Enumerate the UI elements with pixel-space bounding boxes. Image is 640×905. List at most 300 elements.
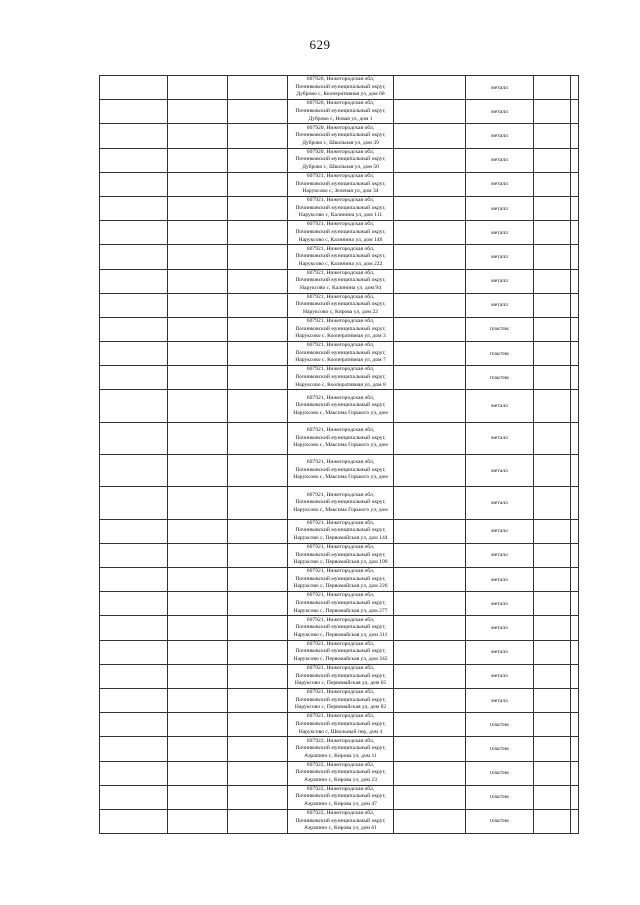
empty-cell [534,76,571,100]
address-line: 607921, Нижегородская обл, [306,342,375,349]
address-line: Починковский муниципальный округ, [295,599,386,606]
empty-cell [168,317,228,341]
address-line: Азрапино с, Кирова ул, дом 11 [304,752,377,759]
table-row [100,390,579,422]
empty-cell [534,342,571,366]
table-row [100,245,579,269]
address-line: Наруксово с, Первомайская ул, дом 277 [293,607,388,614]
address-line: Наруксово с, Кирова ул, дом 22 [303,309,378,316]
address-line: Азрапино с, Кирова ул, дом 61 [304,825,377,832]
address-line: Починковский муниципальный округ, [295,325,386,332]
empty-cell [100,640,168,664]
address-line: Починковский муниципальный округ, [295,551,386,558]
empty-cell [394,342,466,366]
empty-cell [534,616,571,640]
address-cell [288,76,394,100]
empty-cell [228,76,288,100]
registry-body [100,76,579,834]
empty-cell [228,124,288,148]
address-line: Починковский муниципальный округ, [295,793,386,800]
empty-cell [100,172,168,196]
empty-cell [571,342,579,366]
empty-cell [100,148,168,172]
material-cell: металл [466,196,534,220]
material-cell: металл [466,616,534,640]
material-cell: пластик [466,761,534,785]
empty-cell [394,640,466,664]
empty-cell [534,519,571,543]
table-row [100,196,579,220]
address-line: Починковский муниципальный округ, [295,374,386,381]
table-row [100,366,579,390]
address-line: Наруксово с, Первомайская ул, дом 65 [294,680,387,687]
empty-cell [100,455,168,487]
address-line: Починковский муниципальный округ, [295,180,386,187]
table-row [100,543,579,567]
address-line: Починковский муниципальный округ, [295,817,386,824]
empty-cell [394,713,466,737]
address-line: Наруксово с, Кооперативная ул, дом 3 [295,333,386,340]
empty-cell [571,568,579,592]
empty-cell [168,592,228,616]
empty-cell [228,809,288,833]
material-cell: металл [466,172,534,196]
empty-cell [100,713,168,737]
address-cell [288,390,394,422]
empty-cell [168,664,228,688]
empty-cell [571,317,579,341]
empty-cell [534,422,571,454]
empty-cell [394,688,466,712]
empty-cell [394,737,466,761]
address-line: 607921, Нижегородская обл, [306,197,375,204]
empty-cell [100,342,168,366]
empty-cell [100,543,168,567]
address-cell [288,293,394,317]
material-cell: металл [466,124,534,148]
address-line: Починковский муниципальный округ, [295,277,386,284]
empty-cell [534,737,571,761]
empty-cell [100,785,168,809]
material-cell: металл [466,568,534,592]
empty-cell [394,366,466,390]
table-row [100,640,579,664]
empty-cell [228,519,288,543]
table-row [100,592,579,616]
address-cell [288,422,394,454]
empty-cell [100,664,168,688]
table-row [100,809,579,833]
empty-cell [571,455,579,487]
address-line: 607922, Нижегородская обл, [306,737,375,744]
empty-cell [168,640,228,664]
empty-cell [100,616,168,640]
table-row [100,455,579,487]
empty-cell [394,487,466,519]
empty-cell [228,664,288,688]
table-row [100,519,579,543]
empty-cell [100,390,168,422]
address-cell [288,737,394,761]
address-line: Наруксово с, Первомайская ул, дом 226 [293,583,388,590]
empty-cell [534,592,571,616]
material-cell: металл [466,592,534,616]
empty-cell [168,196,228,220]
empty-cell [100,221,168,245]
empty-cell [394,664,466,688]
empty-cell [571,172,579,196]
address-line: Дуброво с, Новая ул, дом 1 [308,115,373,122]
address-cell [288,487,394,519]
empty-cell [394,317,466,341]
address-line: Дуброво с, Школьная ул, дом 39 [302,139,379,146]
address-cell [288,124,394,148]
empty-cell [168,616,228,640]
address-cell [288,172,394,196]
table-row [100,785,579,809]
address-line: 607921, Нижегородская обл, [306,245,375,252]
address-line: 607922, Нижегородская обл, [306,785,375,792]
table-row [100,487,579,519]
empty-cell [228,245,288,269]
address-line: Починковский муниципальный округ, [295,769,386,776]
material-cell: металл [466,664,534,688]
address-line: Починковский муниципальный округ, [295,402,386,409]
address-line: Починковский муниципальный округ, [295,466,386,473]
address-line: Наруксово с, Калинина ул, дом 222 [298,260,383,267]
address-line: Починковский муниципальный округ, [295,132,386,139]
address-line: Наруксово с, Кооперативная ул, дом 8 [295,381,386,388]
empty-cell [571,245,579,269]
table-row [100,148,579,172]
table-row [100,664,579,688]
empty-cell [394,455,466,487]
empty-cell [228,269,288,293]
empty-cell [228,422,288,454]
empty-cell [228,713,288,737]
address-line: 607920, Нижегородская обл, [306,124,375,131]
empty-cell [168,543,228,567]
empty-cell [100,737,168,761]
empty-cell [100,592,168,616]
address-line: Починковский муниципальный округ, [295,301,386,308]
address-cell [288,761,394,785]
address-line: Наруксово с, Максима Горького ул, дом [293,409,388,416]
address-line: Наруксово с, Калинина ул, дом 146 [298,236,383,243]
empty-cell [394,592,466,616]
table-row [100,713,579,737]
empty-cell [168,293,228,317]
material-cell: металл [466,519,534,543]
material-cell: металл [466,221,534,245]
empty-cell [100,76,168,100]
address-line: 607920, Нижегородская обл, [306,100,375,107]
empty-cell [100,124,168,148]
table-row [100,342,579,366]
empty-cell [534,366,571,390]
table-row [100,737,579,761]
empty-cell [228,221,288,245]
material-cell: металл [466,455,534,487]
table-row [100,269,579,293]
empty-cell [228,640,288,664]
empty-cell [571,366,579,390]
empty-cell [100,196,168,220]
empty-cell [100,293,168,317]
empty-cell [394,148,466,172]
address-line: Починковский муниципальный округ, [295,107,386,114]
empty-cell [100,688,168,712]
empty-cell [168,761,228,785]
empty-cell [534,761,571,785]
empty-cell [100,519,168,543]
empty-cell [534,785,571,809]
address-line: 607921, Нижегородская обл, [306,459,375,466]
empty-cell [394,785,466,809]
empty-cell [394,390,466,422]
address-line: 607921, Нижегородская обл, [306,640,375,647]
empty-cell [168,390,228,422]
empty-cell [394,568,466,592]
address-cell [288,148,394,172]
empty-cell [534,221,571,245]
empty-cell [394,100,466,124]
empty-cell [534,390,571,422]
empty-cell [534,487,571,519]
empty-cell [394,172,466,196]
address-cell [288,317,394,341]
material-cell: металл [466,100,534,124]
empty-cell [228,172,288,196]
empty-cell [571,688,579,712]
empty-cell [168,221,228,245]
empty-cell [571,761,579,785]
address-line: 607921, Нижегородская обл, [306,689,375,696]
empty-cell [228,592,288,616]
empty-cell [100,100,168,124]
empty-cell [534,245,571,269]
address-line: 607921, Нижегородская обл, [306,172,375,179]
empty-cell [168,688,228,712]
empty-cell [534,713,571,737]
empty-cell [571,293,579,317]
empty-cell [394,293,466,317]
address-line: Наруксово с, Первомайская ул, дом 144 [293,535,388,542]
empty-cell [228,616,288,640]
table-row [100,221,579,245]
address-line: Дуброво с, Школьная ул, дом 50 [302,163,379,170]
page-number: 629 [309,37,331,52]
empty-cell [228,390,288,422]
address-line: 607921, Нижегородская обл, [306,366,375,373]
address-line: Азрапино с, Кирова ул, дом 23 [304,776,377,783]
empty-cell [571,592,579,616]
empty-cell [228,100,288,124]
material-cell: металл [466,422,534,454]
address-line: Наруксово с, Калинина ул, дом 111 [298,212,383,219]
table-row [100,568,579,592]
address-cell [288,366,394,390]
empty-cell [534,293,571,317]
empty-cell [168,519,228,543]
address-line: 607921, Нижегородская обл, [306,664,375,671]
empty-cell [168,568,228,592]
empty-cell [394,422,466,454]
empty-cell [394,269,466,293]
address-line: Наруксово с, Первомайская ул, дом 342 [293,655,388,662]
table-row [100,100,579,124]
address-line: Починковский муниципальный округ, [295,624,386,631]
empty-cell [168,455,228,487]
address-line: Наруксово с, Школьный пер, дом 4 [298,728,383,735]
table-row [100,293,579,317]
table-row [100,761,579,785]
empty-cell [534,100,571,124]
empty-cell [571,422,579,454]
empty-cell [228,317,288,341]
empty-cell [534,640,571,664]
empty-cell [534,688,571,712]
address-line: Починковский муниципальный округ, [295,745,386,752]
address-cell [288,616,394,640]
table-row [100,688,579,712]
material-cell: металл [466,543,534,567]
material-cell: металл [466,148,534,172]
empty-cell [168,76,228,100]
empty-cell [394,76,466,100]
table-row [100,172,579,196]
address-line: Починковский муниципальный округ, [295,696,386,703]
material-cell: металл [466,688,534,712]
empty-cell [100,568,168,592]
empty-cell [571,640,579,664]
empty-cell [100,422,168,454]
address-line: 607921, Нижегородская обл, [306,519,375,526]
empty-cell [571,519,579,543]
address-line: 607921, Нижегородская обл, [306,394,375,401]
empty-cell [168,148,228,172]
address-line: Починковский муниципальный округ, [295,648,386,655]
empty-cell [228,568,288,592]
empty-cell [394,543,466,567]
table-row [100,76,579,100]
address-line: 607921, Нижегородская обл, [306,318,375,325]
address-line: Наруксово с, Первомайская ул, дом 311 [293,631,388,638]
address-line: 607920, Нижегородская обл, [306,76,375,83]
address-line: Починковский муниципальный округ, [295,228,386,235]
empty-cell [394,124,466,148]
empty-cell [228,688,288,712]
material-cell: металл [466,487,534,519]
empty-cell [168,785,228,809]
address-line: Починковский муниципальный округ, [295,253,386,260]
empty-cell [228,761,288,785]
address-line: 607921, Нижегородская обл, [306,568,375,575]
empty-cell [168,342,228,366]
address-line: Наруксово с, Первомайская ул, дом 82 [294,704,387,711]
address-cell [288,713,394,737]
address-line: Наруксово с, Максима Горького ул, дом [293,506,388,513]
material-cell: пластик [466,317,534,341]
empty-cell [571,148,579,172]
empty-cell [168,366,228,390]
material-cell: металл [466,640,534,664]
address-line: 607922, Нижегородская обл, [306,810,375,817]
address-line: 607922, Нижегородская обл, [306,761,375,768]
address-cell [288,543,394,567]
address-line: Наруксово с, Максима Горького ул, дом [293,474,388,481]
empty-cell [534,809,571,833]
address-line: Наруксово с, Калинина ул, дом 94 [299,284,382,291]
empty-cell [534,317,571,341]
empty-cell [100,761,168,785]
empty-cell [571,543,579,567]
empty-cell [571,664,579,688]
empty-cell [394,519,466,543]
empty-cell [534,664,571,688]
empty-cell [228,293,288,317]
material-cell: пластик [466,737,534,761]
material-cell: металл [466,76,534,100]
address-line: 607921, Нижегородская обл, [306,491,375,498]
empty-cell [168,422,228,454]
address-line: Починковский муниципальный округ, [295,527,386,534]
address-cell [288,196,394,220]
empty-cell [571,196,579,220]
address-cell [288,221,394,245]
table-row [100,124,579,148]
address-line: Починковский муниципальный округ, [295,499,386,506]
address-line: Наруксово с, Максима Горького ул, дом [293,442,388,449]
address-line: Починковский муниципальный округ, [295,349,386,356]
address-cell [288,688,394,712]
empty-cell [394,761,466,785]
empty-cell [571,616,579,640]
empty-cell [394,196,466,220]
empty-cell [394,221,466,245]
material-cell: пластик [466,809,534,833]
address-line: Починковский муниципальный округ, [295,434,386,441]
address-cell [288,269,394,293]
address-line: 607921, Нижегородская обл, [306,293,375,300]
address-line: 607921, Нижегородская обл, [306,269,375,276]
address-line: 607921, Нижегородская обл, [306,544,375,551]
address-line: Азрапино с, Кирова ул, дом 47 [304,801,377,808]
empty-cell [228,737,288,761]
empty-cell [571,737,579,761]
empty-cell [100,269,168,293]
empty-cell [534,543,571,567]
address-cell [288,100,394,124]
empty-cell [534,269,571,293]
empty-cell [571,809,579,833]
empty-cell [168,269,228,293]
material-cell: пластик [466,785,534,809]
address-line: Наруксово с, Кооперативная ул, дом 7 [295,357,386,364]
address-cell [288,342,394,366]
empty-cell [100,245,168,269]
material-cell: металл [466,269,534,293]
address-line: 607921, Нижегородская обл, [306,592,375,599]
empty-cell [228,366,288,390]
empty-cell [571,713,579,737]
empty-cell [534,172,571,196]
empty-cell [571,487,579,519]
address-cell [288,785,394,809]
address-line: Починковский муниципальный округ, [295,156,386,163]
empty-cell [571,269,579,293]
empty-cell [100,809,168,833]
